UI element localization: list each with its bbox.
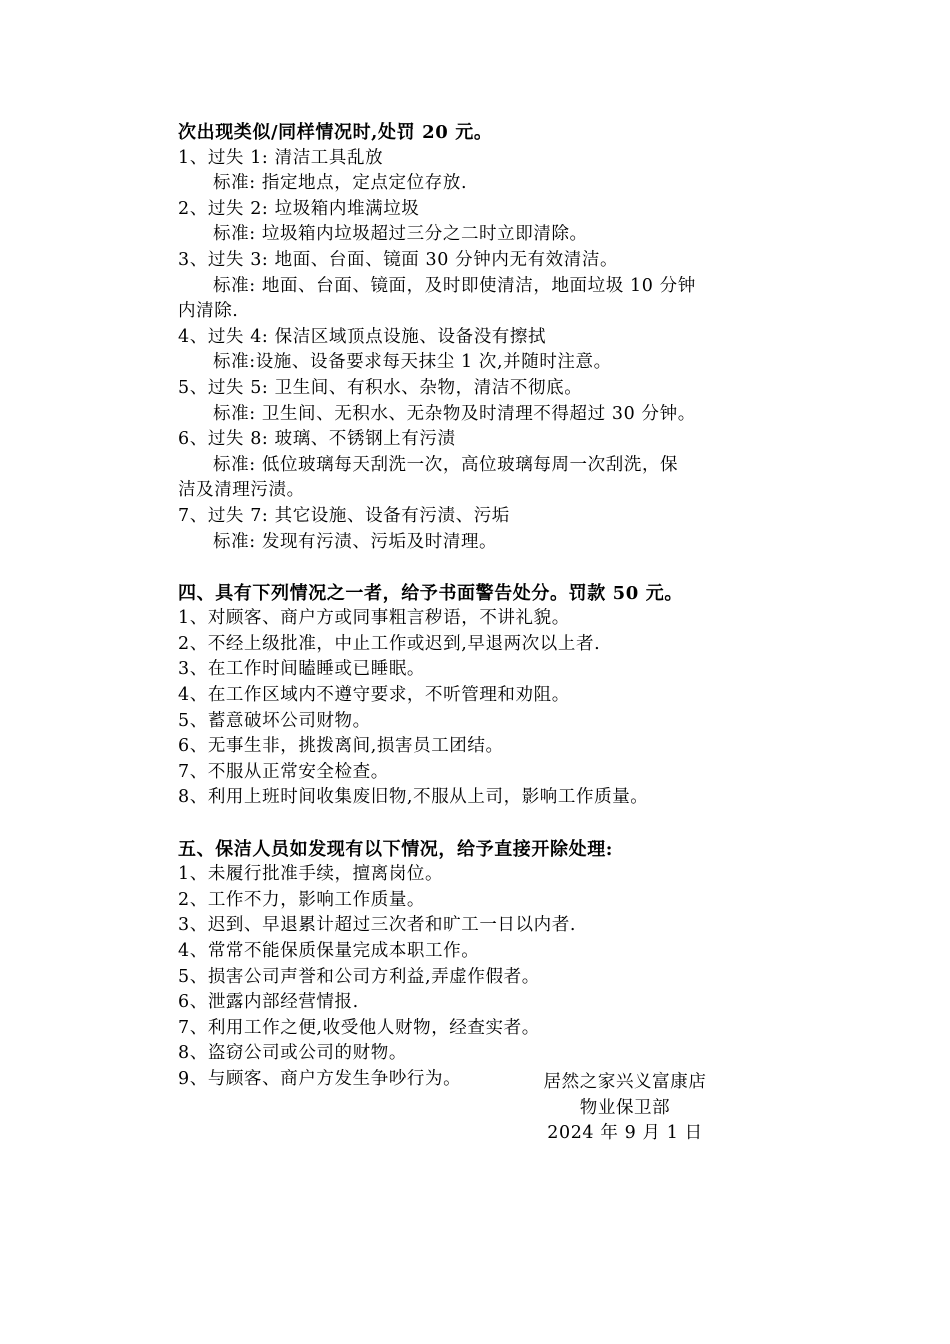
spacer xyxy=(178,555,818,581)
fault-item-5: 5、过失 5: 卫生间、有积水、杂物，清洁不彻底。 xyxy=(178,377,583,398)
standard-item-4: 标准:设施、设备要求每天抹尘 1 次,并随时注意。 xyxy=(213,352,612,373)
list-item: 6、泄露内部经营情报. xyxy=(178,992,359,1013)
standard-item-6: 标准: 低位玻璃每天刮洗一次，高位玻璃每周一次刮洗，保 xyxy=(213,454,679,475)
list-item: 5、损害公司声誉和公司方利益,弄虚作假者。 xyxy=(178,966,540,987)
standard-item-6-continued: 洁及清理污渍。 xyxy=(178,480,305,501)
list-item: 4、常常不能保质保量完成本职工作。 xyxy=(178,941,480,961)
fault-item-6: 6、过失 8: 玻璃、不锈钢上有污渍 xyxy=(178,429,456,450)
fault-item-1: 1、过失 1: 清洁工具乱放 xyxy=(178,147,384,168)
section4-heading: 四、具有下列情况之一者，给予书面警告处分。罚款 50 元。 xyxy=(178,582,683,604)
section4 xyxy=(178,581,818,811)
fault-item-3: 3、过失 3: 地面、台面、镜面 30 分钟内无有效清洁。 xyxy=(178,249,619,270)
intro-line: 次出现类似/同样情况时,处罚 20 元。 xyxy=(178,122,493,143)
list-item: 5、蓄意破坏公司财物。 xyxy=(178,710,371,731)
section5 xyxy=(178,837,818,1093)
standard-item-3-continued: 内清除. xyxy=(178,301,239,322)
fault-item-7: 7、过失 7: 其它设施、设备有污渍、污垢 xyxy=(178,505,510,526)
list-item: 4、在工作区域内不遵守要求，不听管理和劝阻。 xyxy=(178,685,570,706)
standard-item-7: 标准: 发现有污渍、污垢及时清理。 xyxy=(213,531,498,552)
list-item: 9、与顾客、商户方发生争吵行为。 xyxy=(178,1068,462,1089)
fault-item-2: 2、过失 2: 垃圾箱内堆满垃圾 xyxy=(178,198,420,219)
signature-dept: 物业保卫部 xyxy=(579,1097,671,1118)
list-item: 3、迟到、早退累计超过三次者和旷工一日以内者. xyxy=(178,915,576,936)
list-item: 8、盗窃公司或公司的财物。 xyxy=(178,1043,407,1064)
section3-list xyxy=(178,146,818,556)
list-item: 1、未履行批准手续，擅离岗位。 xyxy=(178,864,444,885)
list-item: 3、在工作时间瞌睡或已睡眠。 xyxy=(178,659,426,680)
list-item: 7、利用工作之便,收受他人财物，经查实者。 xyxy=(178,1017,540,1038)
list-item: 7、不服从正常安全检查。 xyxy=(178,761,389,782)
list-item: 1、对顾客、商户方或同事粗言秽语，不讲礼貌。 xyxy=(178,608,570,629)
fault-item-4: 4、过失 4: 保洁区域顶点设施、设备没有擦拭 xyxy=(178,326,547,347)
standard-item-2: 标准: 垃圾箱内垃圾超过三分之二时立即清除。 xyxy=(213,224,588,245)
standard-item-1: 标准: 指定地点，定点定位存放. xyxy=(213,173,468,194)
section5-heading: 五、保洁人员如发现有以下情况，给予直接开除处理: xyxy=(178,838,614,860)
list-item: 6、无事生非，挑拨离间,损害员工团结。 xyxy=(178,736,504,757)
spacer xyxy=(178,811,818,837)
list-item: 2、不经上级批准，中止工作或迟到,早退两次以上者. xyxy=(178,633,601,654)
list-item: 8、利用上班时间收集废旧物,不服从上司，影响工作质量。 xyxy=(178,787,649,808)
standard-item-5: 标准: 卫生间、无积水、无杂物及时清理不得超过 30 分钟。 xyxy=(213,403,696,424)
list-item: 2、工作不力，影响工作质量。 xyxy=(178,889,426,910)
standard-item-3: 标准: 地面、台面、镜面，及时即使清洁，地面垃圾 10 分钟 xyxy=(213,275,696,296)
document-body xyxy=(178,120,818,1093)
signature-date: 2024 年 9 月 1 日 xyxy=(547,1123,703,1144)
signature-block xyxy=(520,1070,730,1147)
signature-org: 居然之家兴义富康店 xyxy=(543,1072,707,1092)
